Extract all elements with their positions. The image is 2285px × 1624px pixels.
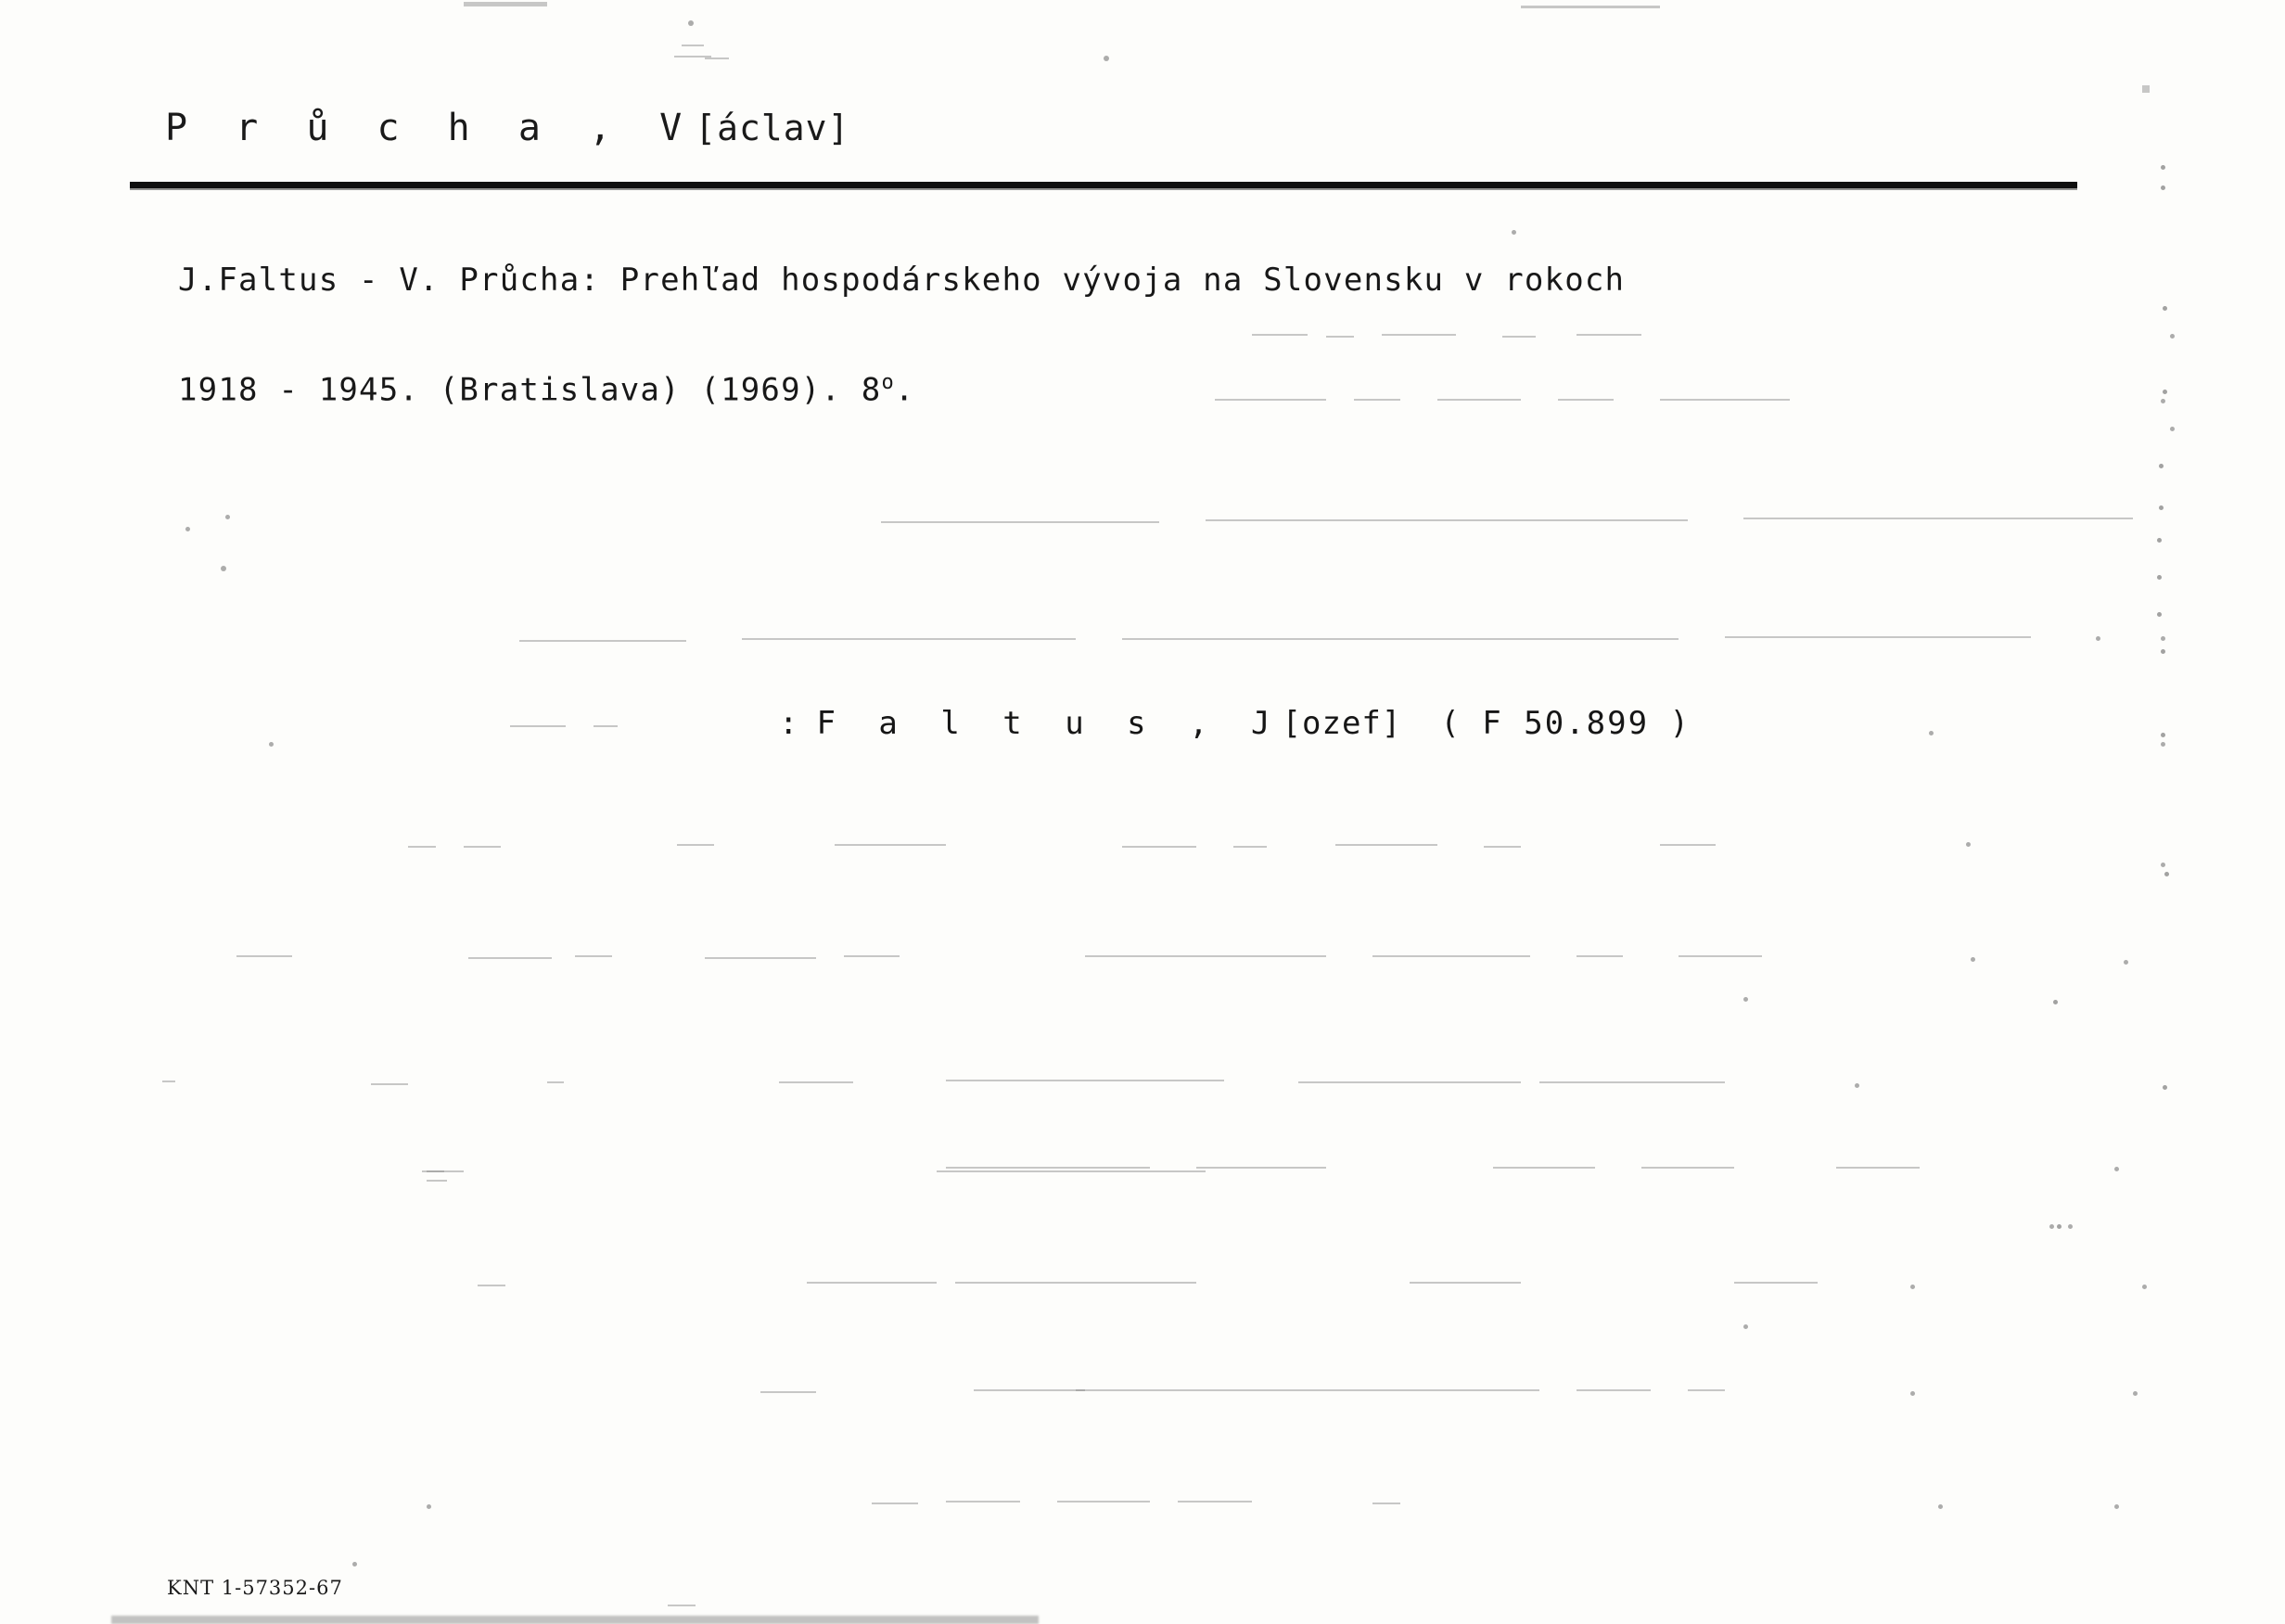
page-title — [165, 107, 849, 149]
see-also-name: F a l t u s , J — [816, 705, 1283, 742]
footer-imprint: KNT 1-57352-67 — [167, 1577, 343, 1599]
entry-line-2-superscript: o — [881, 371, 895, 394]
heading-divider — [130, 182, 2077, 188]
entry-line-2-main: 1918 - 1945. (Bratislava) (1969). 8 — [178, 371, 882, 409]
call-number: ( F 50.899 ) — [1440, 705, 1691, 742]
entry-line-2-tail: . — [894, 371, 915, 409]
adjacent-card-edge — [111, 1616, 1039, 1624]
see-also-reference — [779, 705, 1691, 742]
heading-author-bracketed: [áclav] — [695, 108, 850, 148]
heading-author-spaced: P r ů c h a , V — [165, 107, 696, 149]
entry-line-1: J.Faltus - V. Průcha: Prehľad hospodárskeho vývoja na Slovensku v rokoch — [178, 262, 1626, 299]
see-also-colon: : — [779, 705, 804, 742]
see-also-name-bracketed: [ozef] — [1282, 705, 1402, 742]
entry-line-2 — [178, 371, 915, 408]
